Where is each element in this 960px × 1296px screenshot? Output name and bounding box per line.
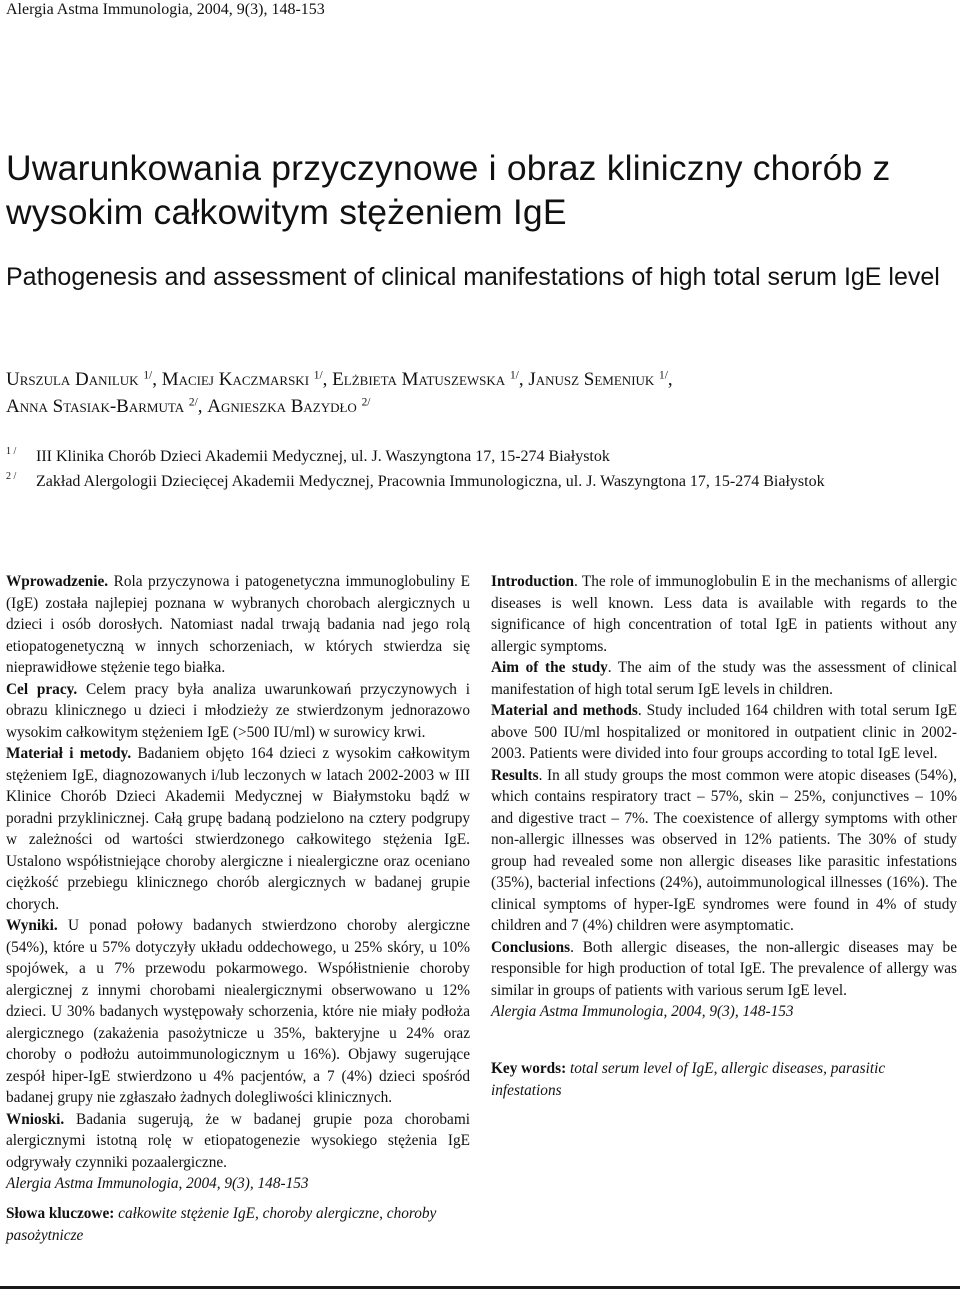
abstract-english — [491, 571, 957, 1023]
keywords-english: Key words: total serum level of IgE, allergic diseases, parasitic infestations — [491, 1060, 886, 1099]
citation: Alergia Astma Immunologia, 2004, 9(3), 148-153 — [491, 1003, 794, 1020]
journal-header: Alergia Astma Immunologia, 2004, 9(3), 148-153 — [6, 1, 325, 18]
abstract-polish — [6, 571, 470, 1195]
abstract-paragraph: Cel pracy. Celem pracy była analiza uwarunkowań przyczynowych i obrazu klinicznego u dzieci i młodzieży ze stwierdzonym jednorazowo wysokim całkowitym stężeniem IgE (>500 IU/ml) w surowicy krwi. — [6, 680, 470, 741]
author: Anna Stasiak-Barmuta $^{2/}$, — [6, 396, 208, 417]
abstract-paragraph: Introduction. The role of immunoglobulin E in the mechanisms of allergic diseases is well known. Less data is available with regards to the significance of high concentration of total IgE in patients without any allergic symptoms. — [491, 573, 957, 655]
affiliation-1 — [6, 442, 610, 467]
abstract-paragraph: Material and methods. Study included 164 children with total serum IgE above 500 IU/ml hospitalized or monitored in outpatient clinic in 2002-2003. Patients were divided into four groups according to total IgE level. — [491, 702, 957, 762]
title-english: Pathogenesis and assessment of clinical manifestations of high total serum IgE level — [6, 263, 940, 291]
citation: Alergia Astma Immunologia, 2004, 9(3), 148-153 — [6, 1175, 309, 1192]
affiliation-text: III Klinika Chorób Dzieci Akademii Medycznej, ul. J. Waszyngtona 17, 15-274 Białystok — [36, 448, 610, 465]
abstract-paragraph: Wyniki. U ponad połowy badanych stwierdzono choroby alergiczne (54%), które u 57% dotyczyły układu oddechowego, u 25% skóry, u 10% spojówek, a u 7% przewodu pokarmowego. Współistnienie choroby alergicznej z innymi chorobami niealergicznymi obserwowano u 12% dzieci. U 30% badanych występowały schorzenia, które nie miały podłoża alergicznego (zakażenia pasożytnicze u 35%, bakteryjne u 24% oraz choroby o podłożu autoimmunologicznym u 16%). Objawy sugerujące zespół hiper-IgE stwierdzono u 4% pacjentów, a 7 (4%) dzieci spośród badanej grupy nie zgłaszało żadnych dolegliwości klinicznych. — [6, 917, 470, 1106]
abstract-paragraph: Conclusions. Both allergic diseases, the non-allergic diseases may be responsible for high production of total IgE. The prevalence of allergy was similar in groups of patients with various serum IgE level. — [491, 938, 957, 999]
abstract-paragraph: Materiał i metody. Badaniem objęto 164 dzieci z wysokim całkowitym stężeniem IgE, diagnozowanych i/lub leczonych w latach 2002-2003 w III Klinice Chorób Dzieci Akademii Medycznej w Białymstoku bądź w poradni przyklinicznej. Całą grupę badaną podzielono na cztery podgrupy w zależności od wartości stwierdzonego całkowitego stężenia IgE. Ustalono współistniejące choroby alergiczne i niealergiczne oraz oceniano ciężkość przebiegu klinicznego chorób alergicznych w badanej grupie chorych. — [6, 745, 470, 913]
affiliation-2 — [6, 467, 825, 492]
affiliation-text: Zakład Alergologii Dziecięcej Akademii Medycznej, Pracownia Immunologiczna, ul. J. Waszyngtona 17, 15-274 Białystok — [36, 473, 825, 490]
affiliation-number: 1 / — [6, 446, 17, 457]
abstract-paragraph: Wnioski. Badania sugerują, że w badanej grupie poza chorobami alergicznymi istotną rolę w etiopatogenezie wysokiego stężenia IgE odgrywały czynniki pozaalergiczne. — [6, 1110, 470, 1171]
author: Maciej Kaczmarski $^{1/}$, — [161, 369, 333, 390]
footer-rule — [0, 1286, 960, 1289]
author: Elżbieta Matuszewska $^{1/}$, — [332, 369, 529, 390]
affiliation-number: 2 / — [6, 471, 17, 482]
author: Urszula Daniluk $^{1/}$, — [6, 369, 162, 390]
title-polish: Uwarunkowania przyczynowe i obraz kliniczny chorób z wysokim całkowitym stężeniem IgE — [6, 148, 891, 232]
keywords-polish: Słowa kluczowe: całkowite stężenie IgE, choroby alergiczne, choroby pasożytnicze — [6, 1205, 437, 1244]
authors-list — [6, 366, 956, 420]
abstract-paragraph: Results. In all study groups the most common were atopic diseases (54%), which contains respiratory tract – 57%, skin – 25%, conjunctives – 10% and digestive tract – 7%. The coexistence of allergy symptoms with other non-allergic illnesses was observed in 12% patients. The 30% of study group had revealed some non allergic diseases like parasitic infestations (35%), bacterial infections (24%), autoimmunological illnesses (16%). The clinical symptoms of hyper-IgE syndromes were found in 4% of study children and 7 (4%) children were asymptomatic. — [491, 766, 957, 934]
abstract-paragraph: Aim of the study. The aim of the study was the assessment of clinical manifestation of high total serum IgE levels in children. — [491, 659, 957, 698]
abstract-paragraph: Wprowadzenie. Rola przyczynowa i patogenetyczna immunoglobuliny E (IgE) została najlepiej poznana w wybranych chorobach alergicznych u dzieci i osób dorosłych. Natomiast nadal trwają badania nad jego rolą etiopatogenetyczną w innych schorzeniach, w których stwierdza się nieprawidłowe stężenie tego białka. — [6, 573, 470, 676]
author: Janusz Semeniuk $^{1/}$, — [528, 369, 673, 390]
author: Agnieszka Bazydło $^{2/}$ — [207, 396, 371, 417]
